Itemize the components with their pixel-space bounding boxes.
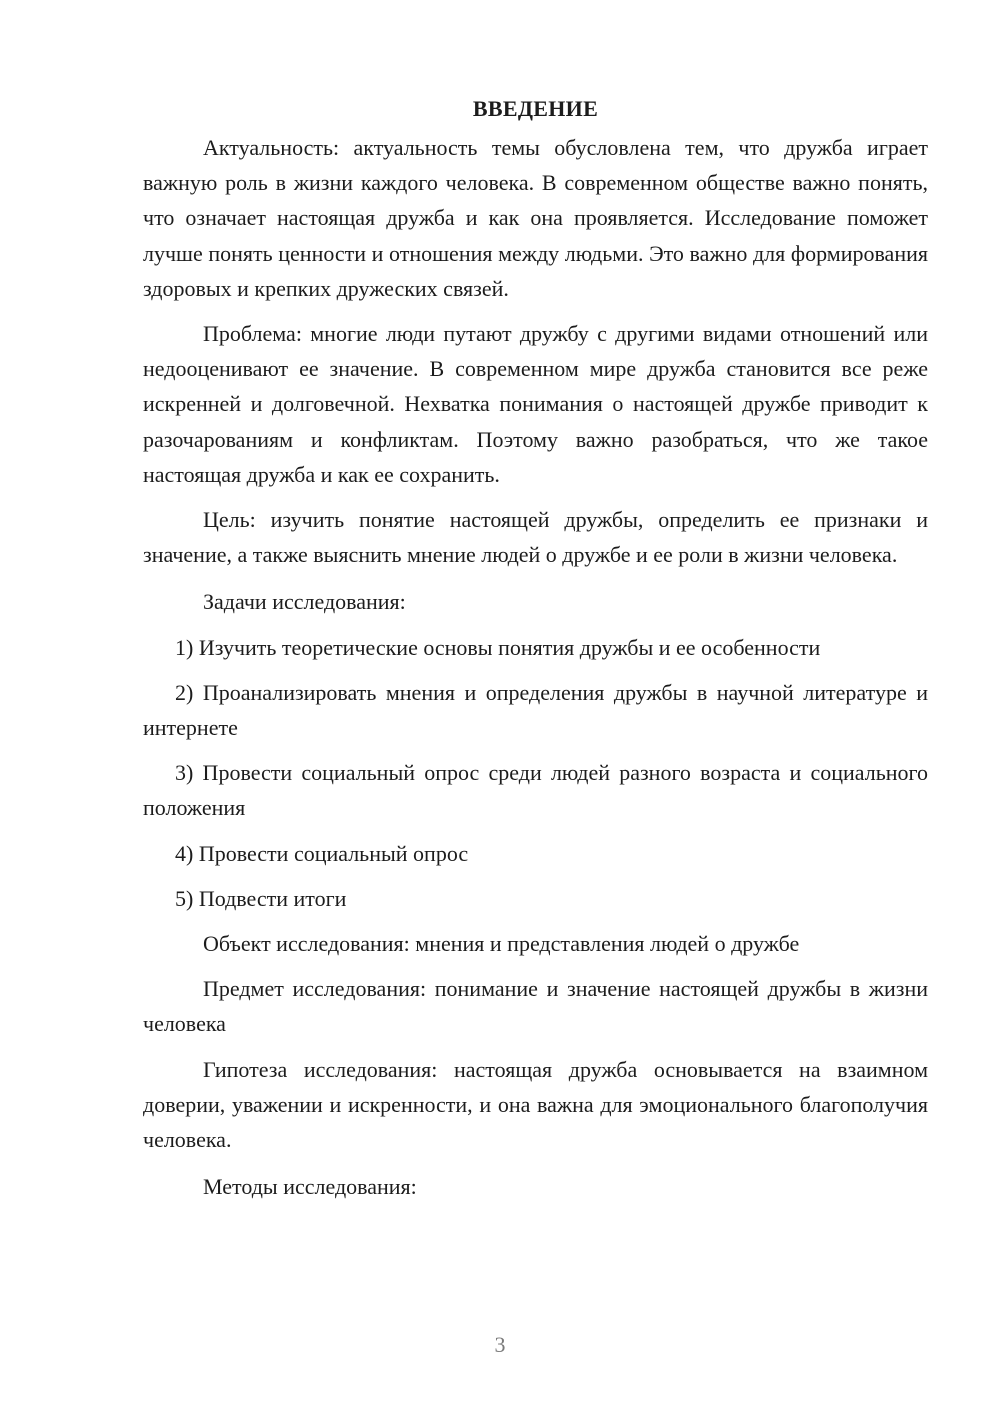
object-paragraph: Объект исследования: мнения и представления людей о дружбе — [203, 931, 800, 957]
task-item-2: 2) Проанализировать мнения и определения дружбы в научной литературе и интернете — [143, 679, 928, 741]
subject-paragraph: Предмет исследования: понимание и значение настоящей дружбы в жизни человека — [143, 976, 928, 1037]
methods-heading: Методы исследования: — [203, 1174, 417, 1200]
problem-paragraph: Проблема: многие люди путают дружбу с другими видами отношений или недооценивают ее значение. В современном мире дружба становится все реже искренней и долговечной. Нехватка понимания о настоящей дружбе приводит к разочарованиям и конфликтам. Поэтому важно разобраться, что же такое настоящая дружба и как ее сохранить. — [143, 321, 928, 487]
task-item-4: 4) Провести социальный опрос — [175, 840, 469, 866]
tasks-heading: Задачи исследования: — [203, 589, 406, 615]
goal-paragraph: Цель: изучить понятие настоящей дружбы, определить ее признаки и значение, а также выяснить мнение людей о дружбе и ее роли в жизни человека. — [143, 507, 928, 568]
document-page — [143, 94, 928, 1204]
page-number: 3 — [494, 1332, 506, 1357]
task-item-3: 3) Провести социальный опрос среди людей разного возраста и социального положения — [143, 760, 928, 821]
hypothesis-paragraph: Гипотеза исследования: настоящая дружба основывается на взаимном доверии, уважении и искренности, и она важна для эмоционального благополучия человека. — [143, 1056, 928, 1153]
page-title: ВВЕДЕНИЕ — [472, 96, 599, 121]
relevance-paragraph: Актуальность: актуальность темы обусловлена тем, что дружба играет важную роль в жизни каждого человека. В современном обществе важно понять, что означает настоящая дружба и как она проявляется. Исследование поможет лучше понять ценности и отношения между людьми. Это важно для формирования здоровых и крепких дружеских связей. — [143, 135, 928, 301]
task-item-5: 5) Подвести итоги — [175, 885, 347, 911]
task-item-1: 1) Изучить теоретические основы понятия дружбы и ее особенности — [175, 634, 821, 660]
